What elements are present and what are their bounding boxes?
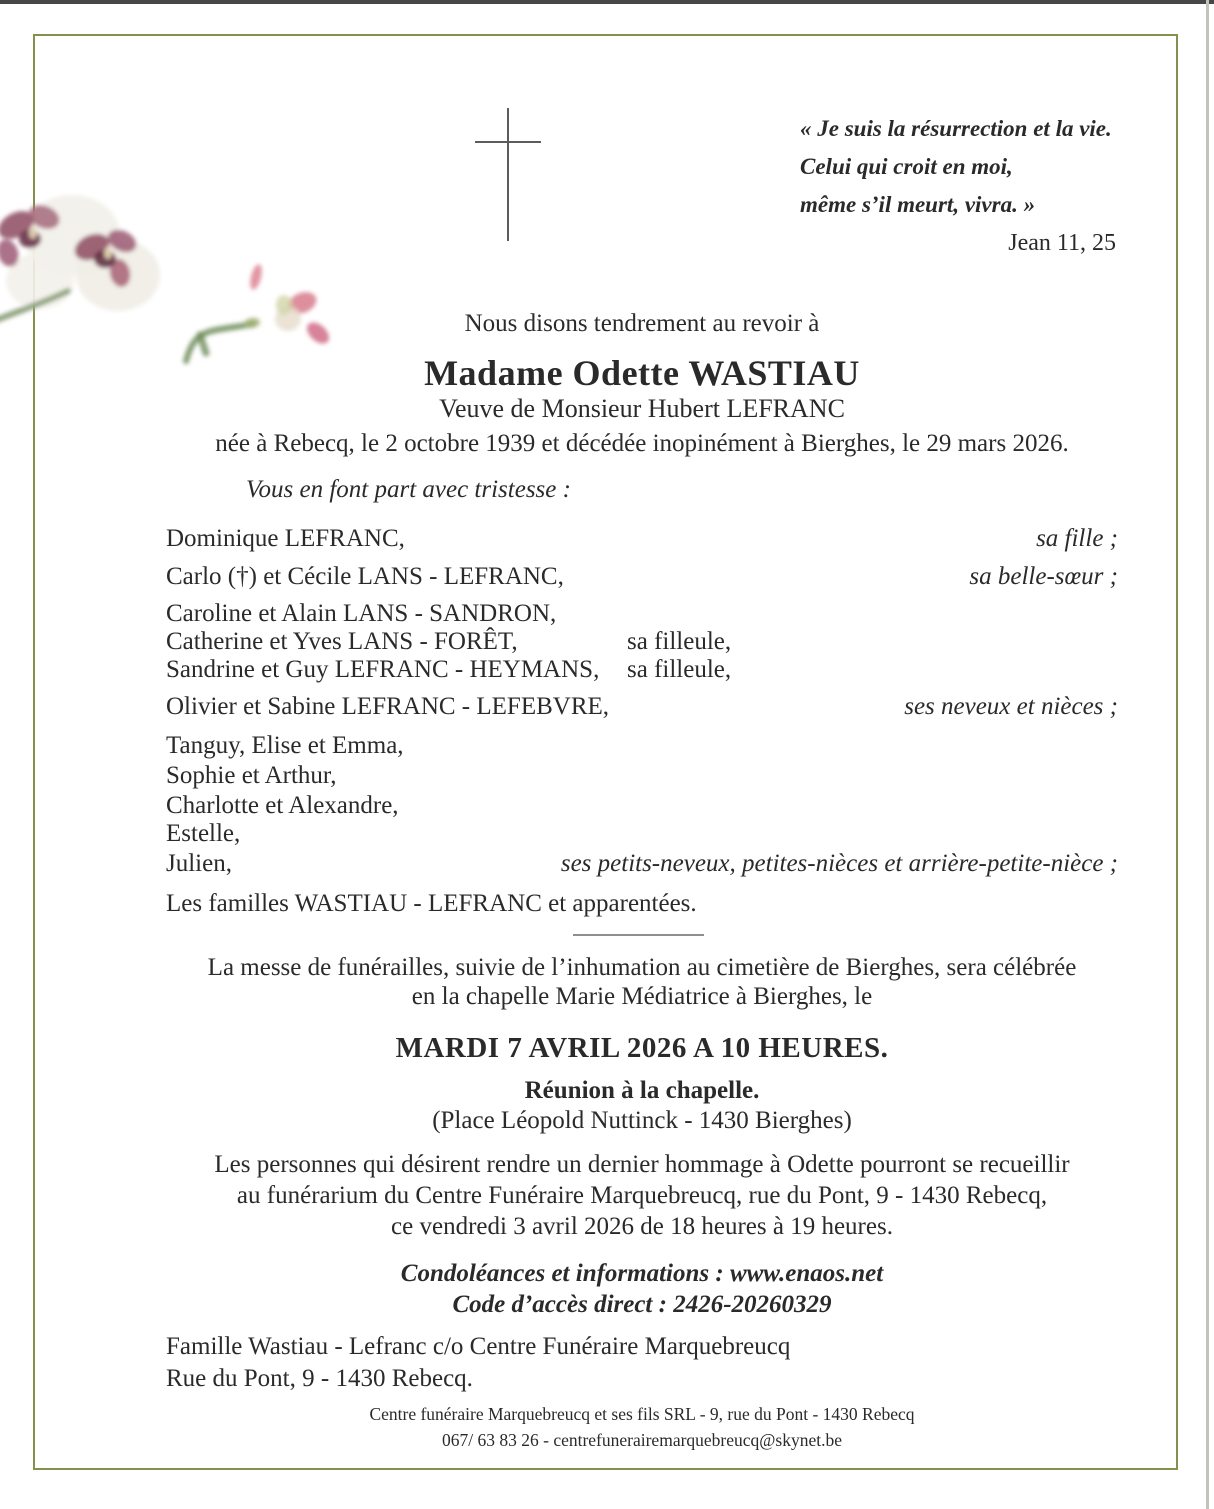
announcement-lead: Vous en font part avec tristesse :: [246, 476, 571, 503]
section-divider: [573, 934, 704, 936]
ceremony-address: (Place Léopold Nuttinck - 1430 Bierghes): [432, 1107, 852, 1134]
visitation-paragraph: [166, 1149, 1118, 1242]
quote-line: Celui qui croit en moi,: [800, 154, 1013, 179]
family-row: [166, 627, 1118, 657]
condolences-code: Code d’accès direct : 2426-20260329: [452, 1291, 832, 1318]
family-row: [166, 599, 1118, 629]
condolences-block: [166, 1258, 1118, 1320]
family-member: Dominique LEFRANC,: [166, 525, 405, 552]
life-dates-line: née à Rebecq, le 2 octobre 1939 et décédée inopinément à Bierghes, le 29 mars 2026.: [215, 430, 1069, 457]
ceremony-intro: [166, 953, 1118, 1011]
deceased-name: Madame Odette WASTIAU: [424, 353, 860, 393]
ceremony-meeting: Réunion à la chapelle.: [524, 1077, 760, 1104]
family-relation: sa belle-sœur ;: [969, 563, 1118, 590]
visitation-line: ce vendredi 3 avril 2026 de 18 heures à 19 heures.: [391, 1213, 893, 1240]
family-list: [166, 516, 1118, 919]
quote-attribution: Jean 11, 25: [1008, 230, 1116, 256]
family-member: Estelle,: [166, 820, 241, 847]
contact-block: [166, 1331, 790, 1395]
family-relation: sa filleule,: [627, 628, 732, 655]
ceremony-line: La messe de funérailles, suivie de l’inhumation au cimetière de Bierghes, sera célébrée: [207, 954, 1077, 981]
scan-edge-right: [1206, 0, 1209, 1509]
family-member: Carlo (†) et Cécile LANS - LEFRANC,: [166, 563, 564, 590]
ceremony-line: en la chapelle Marie Médiatrice à Bierghes, le: [411, 983, 873, 1010]
family-member: Sandrine et Guy LEFRANC - HEYMANS,: [166, 656, 600, 683]
family-row: [166, 819, 1118, 849]
scripture-quote: [800, 110, 1120, 262]
intro-line: Nous disons tendrement au revoir à: [464, 310, 820, 337]
family-relation: ses neveux et nièces ;: [904, 693, 1118, 720]
family-closing: Les familles WASTIAU - LEFRANC et apparentées.: [166, 890, 697, 917]
visitation-line: Les personnes qui désirent rendre un dernier hommage à Odette pourront se recueillir: [214, 1151, 1070, 1178]
family-row: [166, 692, 1118, 722]
latin-cross-icon: [470, 105, 550, 245]
scan-edge-top: [0, 0, 1214, 4]
family-row: [166, 562, 1118, 592]
footer-line: Centre funéraire Marquebreucq et ses fils SRL - 9, rue du Pont - 1430 Rebecq: [369, 1404, 915, 1424]
contact-line: Rue du Pont, 9 - 1430 Rebecq.: [166, 1365, 473, 1392]
family-member: Olivier et Sabine LEFRANC - LEFEBVRE,: [166, 693, 610, 720]
family-member: Sophie et Arthur,: [166, 762, 337, 789]
quote-line: « Je suis la résurrection et la vie.: [800, 116, 1112, 141]
family-member: Tanguy, Elise et Emma,: [166, 732, 404, 759]
deceased-subtitle: Veuve de Monsieur Hubert LEFRANC: [439, 394, 845, 423]
family-row: [166, 761, 1118, 791]
funeral-home-footer: [166, 1401, 1118, 1453]
family-relation: sa filleule,: [627, 656, 732, 683]
family-row: [166, 791, 1118, 821]
family-relation: sa fille ;: [1036, 525, 1118, 552]
family-relation: ses petits-neveux, petites-nièces et arrière-petite-nièce ;: [560, 850, 1118, 877]
condolences-info: Condoléances et informations : www.enaos.net: [400, 1260, 884, 1287]
ceremony-datetime: MARDI 7 AVRIL 2026 A 10 HEURES.: [395, 1032, 889, 1064]
family-closing-row: [166, 889, 1118, 919]
visitation-line: au funérarium du Centre Funéraire Marquebreucq, rue du Pont, 9 - 1430 Rebecq,: [236, 1182, 1048, 1209]
quote-line: même s’il meurt, vivra. »: [800, 192, 1036, 217]
family-member: Caroline et Alain LANS - SANDRON,: [166, 600, 557, 627]
footer-line: 067/ 63 83 26 - centrefunerairemarquebreucq@skynet.be: [442, 1430, 842, 1450]
family-row: [166, 731, 1118, 761]
family-row: [166, 524, 1118, 554]
family-row: [166, 849, 1118, 879]
family-member: Catherine et Yves LANS - FORÊT,: [166, 628, 518, 655]
family-member: Charlotte et Alexandre,: [166, 792, 399, 819]
contact-line: Famille Wastiau - Lefranc c/o Centre Funéraire Marquebreucq: [166, 1333, 791, 1360]
family-member: Julien,: [166, 850, 232, 877]
family-row: [166, 655, 1118, 685]
